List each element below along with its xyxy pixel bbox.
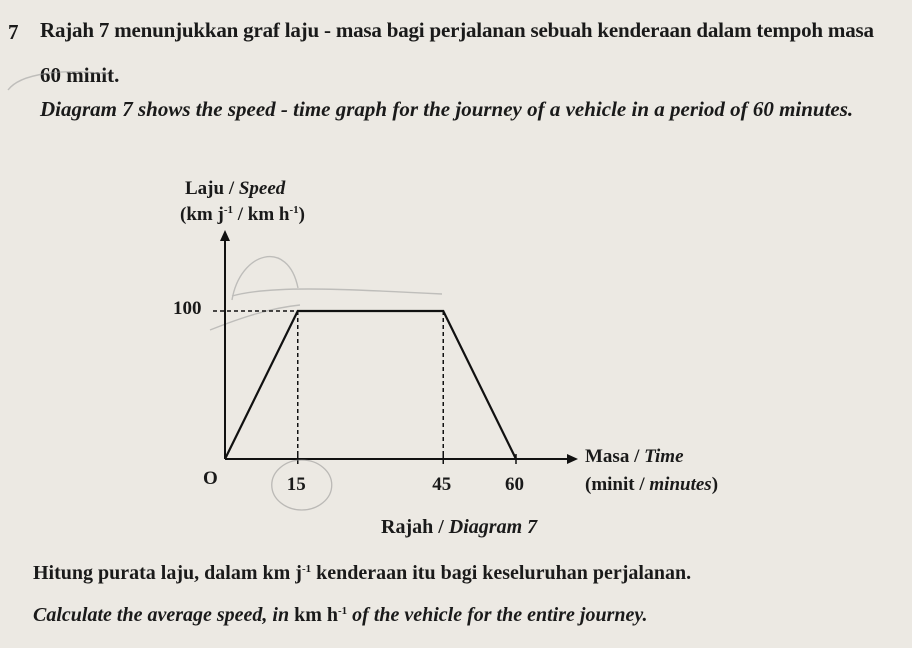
x-tick-label: 60 <box>505 474 524 495</box>
x-axis-unit: (minit / minutes) <box>585 474 719 495</box>
instruction-english: Calculate the average speed, in km $h^{-1}$ of the vehicle for the entire journey. <box>33 604 648 626</box>
question-text-malay-cont: 60 minit. <box>40 63 120 87</box>
question-text-malay: Rajah 7 menunjukkan graf laju - masa bagi perjalanan sebuah kenderaan dalam tempoh masa <box>40 18 874 42</box>
chart-layer <box>213 311 516 510</box>
journey-line <box>225 311 516 459</box>
instruction-malay: Hitung purata laju, dalam km $j^{-1}$ kenderaan itu bagi keseluruhan perjalanan. <box>33 562 692 584</box>
question-text-english: Diagram 7 shows the speed - time graph for the journey of a vehicle in a period of 60 minutes. <box>40 97 854 121</box>
x-tick-label: 45 <box>432 474 452 495</box>
origin-label: O <box>203 468 218 489</box>
diagram-caption: Rajah / Diagram 7 <box>381 516 538 538</box>
y-axis-label: Laju / Speed <box>185 178 286 199</box>
y-axis-unit: (km $j^{-1}$ / km $h^{-1}$) <box>180 204 305 225</box>
x-axis-label: Masa / Time <box>585 446 684 467</box>
y-tick-label: 100 <box>173 298 202 319</box>
x-tick-label: 15 <box>286 474 306 495</box>
question-number: 7 <box>8 20 19 44</box>
x-axis-arrow-icon <box>567 454 578 464</box>
y-axis-arrow-icon <box>220 230 230 241</box>
